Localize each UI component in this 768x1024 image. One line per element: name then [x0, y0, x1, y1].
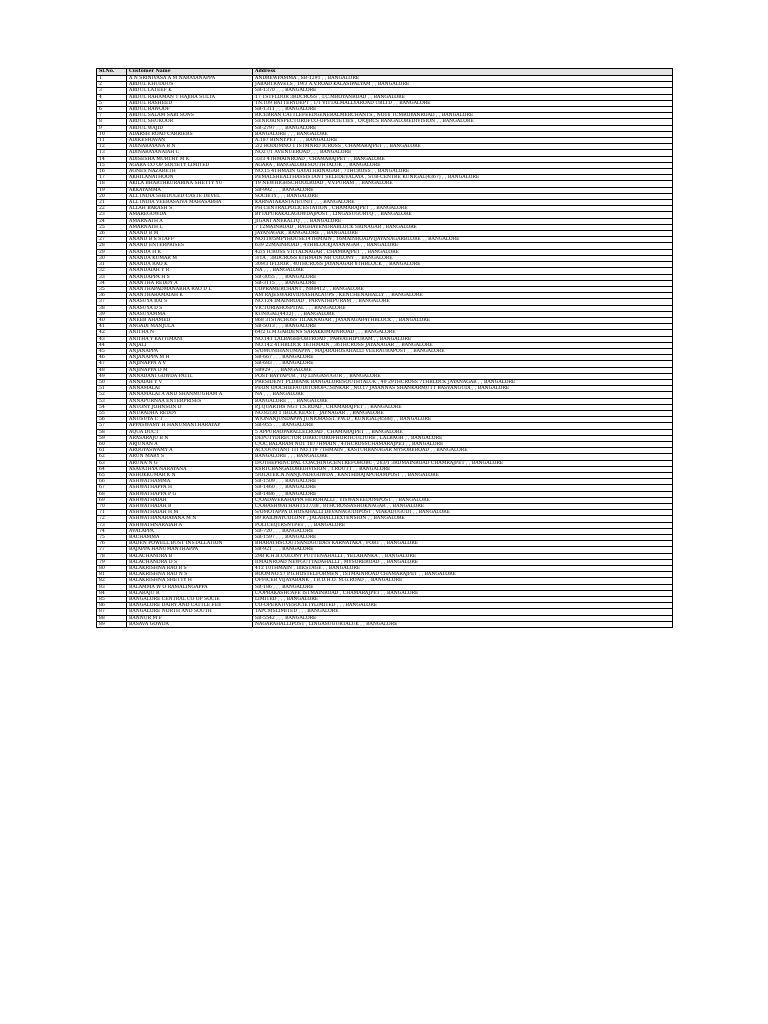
row-customer-name: ADISESHA MURTHY M K: [127, 156, 253, 162]
row-customer-name: AGARA CO OP SOCIETY LIMITED: [127, 162, 253, 168]
row-customer-name: BALAKRISHNA RAO N S: [127, 572, 253, 578]
row-customer-name: ANJALI: [127, 342, 253, 348]
row-customer-name: ARASARAJU B N: [127, 435, 253, 441]
row-address: SB-2797 , , , BANGALORE: [253, 125, 673, 131]
row-customer-name: AVALAPPA: [127, 528, 253, 534]
row-customer-name: BAJAPPA HANUMANTHAPPA: [127, 547, 253, 553]
row-customer-name: ABDUL WAJID: [127, 125, 253, 131]
row-customer-name: ANITHA Y KATTIMANI: [127, 336, 253, 342]
row-address: 2/2 RODDMNO 1 ISTMNRD ICROSS , CHAMARAJPET , , BANGALORE: [253, 144, 673, 150]
row-address: NO119/5MPYHOUSE14THMAIN , 16MAINROADVIJAYANAGARBLORE , , BANGALORE: [253, 237, 673, 243]
row-sl-no: 83: [97, 584, 127, 590]
row-customer-name: ABDUL RAWOOF: [127, 107, 253, 113]
row-address: NO.15 4THMAIN GAYATHRINAGAR , 7THCROSS , , BANGALORE: [253, 169, 673, 175]
row-address: SB-1486 , , , BANGALORE: [253, 491, 673, 497]
row-sl-no: 14: [97, 156, 127, 162]
header-address: Address: [253, 69, 673, 76]
row-sl-no: 5: [97, 100, 127, 106]
row-sl-no: 6: [97, 107, 127, 113]
row-address: SB-683 , , , BANGALORE: [253, 361, 673, 367]
row-address: DEPUTYDIRECTOR DIRECTOROFHORTICULTURE , LALBAGH , , BANGALORE: [253, 435, 673, 441]
row-address: KSRTCBANGALOREDIVISION , T.ROUTT , , BANGALORE: [253, 466, 673, 472]
row-customer-name: ANJINAPPA D M: [127, 367, 253, 373]
row-address: PEON O/OCHIEFAUDITOROFC.SINKAR , NO.17 JAYANNAS SHANKARMUTT BASVANGUDI , , BANGALORE: [253, 386, 673, 392]
row-sl-no: 15: [97, 162, 127, 168]
row-customer-name: ANJINAPPA A V: [127, 361, 253, 367]
row-customer-name: ASHWATHANARAYANA M N: [127, 516, 253, 522]
row-address: BHARATHSCOUTSANDGUIDES KARNATAKA , FORT , , BANGALORE: [253, 541, 673, 547]
row-customer-name: BALARAJU R: [127, 590, 253, 596]
row-sl-no: 35: [97, 286, 127, 292]
row-sl-no: 63: [97, 460, 127, 466]
row-address: PRESIDENT PLDBANK BANGALORESOUTHTALUK , 40 29THCROSS 7THBLOCK JAYANAGAR , , BANGALORE: [253, 379, 673, 385]
row-address: C/OPRAKASHCAFE ISTMAINROAD , CHAMARAJPET , , BANGALORE: [253, 590, 673, 596]
row-address: RICEBRAN CATTLEFEEDGENERALMERCHANTS , NO16 TCMROYANROAD , , BANGALORE: [253, 113, 673, 119]
row-customer-name: AMARNATH A: [127, 218, 253, 224]
row-sl-no: 32: [97, 268, 127, 274]
row-customer-name: ANAND B S STAFF: [127, 237, 253, 243]
row-customer-name: ANNAPURNAA ENTERPRISES: [127, 398, 253, 404]
row-address: AM RAJESWARIVIDYASHALAUPS , KENCHENAHALLY , , BANGALORE: [253, 293, 673, 299]
row-sl-no: 67: [97, 485, 127, 491]
row-address: AGARA , BANGALORESOUTHTALUK , , BANGALORE: [253, 162, 673, 168]
row-address: POLICEQTRSNTPET , , , BANGALORE: [253, 522, 673, 528]
row-address: SB929 , , , BANGALORE: [253, 367, 673, 373]
row-customer-name: BALAKRISHNA RAO B S: [127, 566, 253, 572]
row-sl-no: 38: [97, 305, 127, 311]
row-customer-name: ASHWATHAIAH: [127, 497, 253, 503]
row-sl-no: 82: [97, 578, 127, 584]
row-address: 64/2 G.M.GARDENS SARAKKIMAINROAD , , , BANGALORE: [253, 330, 673, 336]
row-sl-no: 88: [97, 615, 127, 621]
row-sl-no: 3: [97, 88, 127, 94]
row-sl-no: 28: [97, 243, 127, 249]
row-sl-no: 13: [97, 150, 127, 156]
row-customer-name: BASAVA GOWDA: [127, 621, 253, 627]
row-address: 412 10THMAIN , IIIKSTAGE , , BANGALORE: [253, 566, 673, 572]
row-sl-no: 31: [97, 262, 127, 268]
row-customer-name: ANANDAPPA H S: [127, 274, 253, 280]
row-sl-no: 22: [97, 206, 127, 212]
row-sl-no: 36: [97, 293, 127, 299]
row-customer-name: ANANTHAPADMANABHA RAO D L: [127, 286, 253, 292]
document-page: [96, 68, 672, 628]
row-customer-name: ANITHA N: [127, 330, 253, 336]
row-sl-no: 24: [97, 218, 127, 224]
row-customer-name: AQUA DUCT: [127, 429, 253, 435]
row-address: OFFICER VIJAYABANK , I.B.D.H.O. M.G.ROAD , , BANGALORE: [253, 578, 673, 584]
row-customer-name: ADINARAYANAIAH C: [127, 150, 253, 156]
row-customer-name: ANANTHARAMAIAH K: [127, 293, 253, 299]
row-customer-name: BANGALORE NORTH AND SOUTH: [127, 609, 253, 615]
row-customer-name: AKHILANATHOON: [127, 175, 253, 181]
table-row: [97, 621, 673, 627]
row-address: SB-667 , , , BANGALORE: [253, 355, 673, 361]
row-address: SB-3115 , , , BANGALORE: [253, 280, 673, 286]
row-sl-no: 11: [97, 138, 127, 144]
row-address: JIGANI ANEKALTQ , , , BANGALORE: [253, 218, 673, 224]
row-sl-no: 89: [97, 621, 127, 627]
row-address: NA , , , BANGALORE: [253, 268, 673, 274]
row-address: P.J.QUARTRS NGT T.S.ROAD , CHAMARAJPET , , BANGALORE: [253, 404, 673, 410]
row-customer-name: ADINARAYANA B N: [127, 144, 253, 150]
row-customer-name: ASHWATHNARAIAH A: [127, 522, 253, 528]
row-customer-name: A N SRINIVASA A M NARAYANAPPA: [127, 76, 253, 82]
row-address: PEMALSHEALTHASSISTANT SELEDEVALAYA , SUB-CENTRE KUNIGAL(4367) , , BANGALORE: [253, 175, 673, 181]
row-customer-name: ANNAMALAI: [127, 386, 253, 392]
row-address: BYTAPURAKALAGOWDAJPOST , LINGASUGURTQ , , BANGALORE: [253, 212, 673, 218]
row-sl-no: 10: [97, 131, 127, 137]
row-customer-name: ABDUL LATEEF K: [127, 88, 253, 94]
row-sl-no: 41: [97, 324, 127, 330]
row-customer-name: ABDUL RASHEED: [127, 100, 253, 106]
row-address: SENIORINSPECTOROFCO-OPSOCIETIES , O/OJRCS BANGALOREDIVISION , , BANGALORE: [253, 119, 673, 125]
row-sl-no: 23: [97, 212, 127, 218]
row-address: 7 12MAINROAD , RAGHAVENDRABLOCK SRINAGAR , BANGALORE: [253, 224, 673, 230]
row-customer-name: AMAREGOWDA: [127, 212, 253, 218]
row-sl-no: 54: [97, 404, 127, 410]
row-customer-name: BANGALORE CENTRAL CO OP SOCIE: [127, 597, 253, 603]
row-sl-no: 65: [97, 473, 127, 479]
row-sl-no: 58: [97, 429, 127, 435]
row-customer-name: ANEEB AHAMED: [127, 317, 253, 323]
row-sl-no: 59: [97, 435, 127, 441]
row-customer-name: ASHOKKUMAR K N: [127, 473, 253, 479]
row-customer-name: ANANDA H K: [127, 249, 253, 255]
row-sl-no: 66: [97, 479, 127, 485]
row-customer-name: ADARSH ROAD CARRIERS: [127, 131, 253, 137]
row-address: NO.124 IMAINROAD , PARVATHIPURAM , , BANGALORE: [253, 299, 673, 305]
row-address: VICTORIAHOSPITAL , , , BANGALORE: [253, 305, 673, 311]
row-address: C/OADAVEKAHAPPA HEROHALLI , VISWANEEDOMPOST , , BANGALORE: [253, 497, 673, 503]
row-customer-name: BALAMMA W O RAMALINGAPPA: [127, 584, 253, 590]
row-sl-no: 73: [97, 522, 127, 528]
row-customer-name: ANNAIAH Y V: [127, 379, 253, 385]
row-address: CO-OPERATIVESOCIETYLIMITED , , , BANGALORE: [253, 603, 673, 609]
row-sl-no: 74: [97, 528, 127, 534]
row-sl-no: 51: [97, 386, 127, 392]
row-sl-no: 8: [97, 119, 127, 125]
row-address: LIMITED , , , BANGALORE: [253, 597, 673, 603]
row-customer-name: BALACHANDRA D S: [127, 559, 253, 565]
row-address: C/OBASHWATHAH1537/38 , 8THCROSSASHOKNAGAR , , BANGALORE: [253, 504, 673, 510]
row-customer-name: ASAVATHYA NARAYANA: [127, 466, 253, 472]
row-sl-no: 48: [97, 367, 127, 373]
row-customer-name: BALAKRISHNA SHETTY H: [127, 578, 253, 584]
row-address: 639 22MAINROAD , 4THBLOCKJAYANAGAR , , BANGALORE: [253, 243, 673, 249]
header-sl-no: Sl.No.: [97, 69, 127, 76]
row-customer-name: ALL INDIA VEERASAIVA MAHASABHA: [127, 200, 253, 206]
row-customer-name: ANGADI MANJULA: [127, 324, 253, 330]
row-customer-name: ASHWATHAIAH H M: [127, 510, 253, 516]
row-customer-name: ANJANAPPA: [127, 348, 253, 354]
row-sl-no: 44: [97, 342, 127, 348]
row-sl-no: 76: [97, 541, 127, 547]
row-sl-no: 45: [97, 348, 127, 354]
row-customer-name: ANTONY JOHNSON D: [127, 404, 253, 410]
row-sl-no: 26: [97, 231, 127, 237]
row-sl-no: 25: [97, 224, 127, 230]
row-address: NO.82/30 1 IBLOCKEAST , JAYNAGAR , , BANGALORE: [253, 410, 673, 416]
row-customer-name: ASHWATHAPPA H: [127, 485, 253, 491]
row-address: SB-1597 , , , BANGALORE: [253, 535, 673, 541]
row-customer-name: ABDUL SALAM SABI SONS: [127, 113, 253, 119]
row-sl-no: 17: [97, 175, 127, 181]
row-address: SB-955 , , , BANGALORE: [253, 423, 673, 429]
row-address: SB-720 , , , BANGALORE: [253, 528, 673, 534]
row-customer-name: ANANDA RAO K: [127, 262, 253, 268]
row-sl-no: 12: [97, 144, 127, 150]
row-address: PH CENTRALPOLICESTATION , CHAMARAJPET , , BANGALORE: [253, 206, 673, 212]
row-address: 5/OLATEK.N.NANJUNDEGOWDA , KANTHIRAJAPURAMPOST , , BANGALORE: [253, 473, 673, 479]
row-address: D/OTHEPRINCIPAL COACHINGCENTREFOROBC , 263/1 3RDMAINROAD CHAMRAJPET , , BANGALORE: [253, 460, 673, 466]
row-sl-no: 86: [97, 603, 127, 609]
row-sl-no: 34: [97, 280, 127, 286]
row-sl-no: 52: [97, 392, 127, 398]
row-sl-no: 16: [97, 169, 127, 175]
row-sl-no: 33: [97, 274, 127, 280]
row-sl-no: 87: [97, 609, 127, 615]
row-sl-no: 20: [97, 193, 127, 199]
row-address: 33/3 4THMAINROAD , CHAMARAJPET , , BANGALORE: [253, 156, 673, 162]
row-address: S/OMUNIHANUMAPPA , MAJARAHOSAHALLI VEERAURAPOST , , BANGALORE: [253, 348, 673, 354]
row-sl-no: 42: [97, 330, 127, 336]
row-customer-name: AMARNATH L: [127, 224, 253, 230]
row-sl-no: 55: [97, 410, 127, 416]
header-row: [97, 69, 673, 76]
row-sl-no: 57: [97, 423, 127, 429]
row-address: IIMAINROAD NEWGUTTADAHALLI , MYSOREROAD , , BANGALORE: [253, 559, 673, 565]
row-sl-no: 37: [97, 299, 127, 305]
row-customer-name: BANGALORE DAIRY AND CATTLE FEE: [127, 603, 253, 609]
row-customer-name: ANANTHA REDDY A: [127, 280, 253, 286]
row-address: 42/5 ICROSS VITTALNAGAR , CHAMRAJPET , , BANGALORE: [253, 249, 673, 255]
row-address: 5 APPURAOPARALLELROAD , CHAMARAJPET , , BANGALORE: [253, 429, 673, 435]
row-customer-name: ANASUYA D S: [127, 305, 253, 311]
row-sl-no: 60: [97, 441, 127, 447]
row-sl-no: 18: [97, 181, 127, 187]
row-address: S/OMOTAPPA D.HOSAHALLI DEVANAGUDIPOST , VIAKADUGUDI , , BANGALORE: [253, 510, 673, 516]
row-address: TN.109 BATTERYDEPT , 1/1 VITTALMALLYAROAD UBLTD , , BANGALORE: [253, 100, 673, 106]
row-sl-no: 80: [97, 566, 127, 572]
row-sl-no: 79: [97, 559, 127, 565]
row-sl-no: 4: [97, 94, 127, 100]
row-customer-name: ADIKESHAVAN: [127, 138, 253, 144]
row-address: SB-1311 , , , BANGALORE: [253, 107, 673, 113]
row-sl-no: 68: [97, 491, 127, 497]
row-address: 29B K.H.B.COLONY PUTTENAHALLI , YELAHANKA , , BANGALORE: [253, 553, 673, 559]
row-customer-name: ARUNA N G: [127, 460, 253, 466]
row-customer-name: ANASUYA BAI S: [127, 299, 253, 305]
row-customer-name: ALL INDIA SHEDULED CASTE DEVEL: [127, 193, 253, 199]
row-sl-no: 53: [97, 398, 127, 404]
row-sl-no: 75: [97, 535, 127, 541]
row-customer-name: BALACHANDRA B: [127, 553, 253, 559]
row-customer-name: BADEN POWELL BUST INSTALLATION: [127, 541, 253, 547]
row-sl-no: 78: [97, 553, 127, 559]
row-sl-no: 1: [97, 76, 127, 82]
row-customer-name: ASHWATHAPPA P G: [127, 491, 253, 497]
row-sl-no: 84: [97, 590, 127, 596]
row-customer-name: ANNAMALAI A AND SHANMUGHAM A: [127, 392, 253, 398]
row-address: BANGALORE , , , BANGALORE: [253, 131, 673, 137]
row-customer-name: ARUN MARY S: [127, 454, 253, 460]
row-customer-name: ANANDAIAH Y R: [127, 268, 253, 274]
customer-table: [96, 68, 673, 628]
row-address: A.187 BINNYPET , , , BANGALORE: [253, 138, 673, 144]
row-address: SB-5013 , , , BANGALORE: [253, 324, 673, 330]
row-sl-no: 69: [97, 497, 127, 503]
row-address: SB-1509 , , , BANGALORE: [253, 479, 673, 485]
row-sl-no: 21: [97, 200, 127, 206]
row-address: NA , , , BANGALORE: [253, 392, 673, 398]
row-address: TAPCMSLIMITED , , , BANGALORE: [253, 609, 673, 615]
row-address: W/ONANJUNDAPPA JUNIORASST. P.W.D , KUNIGAL(4588) , , BANGALORE: [253, 417, 673, 423]
row-customer-name: ANUSUYA C T: [127, 417, 253, 423]
row-sl-no: 46: [97, 355, 127, 361]
row-customer-name: BANNUR M F: [127, 615, 253, 621]
row-customer-name: APPASWAMY H HANUMANTHARAYAP: [127, 423, 253, 429]
row-customer-name: ABDUL KHUDDUS: [127, 82, 253, 88]
row-sl-no: 81: [97, 572, 127, 578]
row-sl-no: 19: [97, 187, 127, 193]
row-customer-name: AKKAYAMMA: [127, 187, 253, 193]
row-address: NO27/1 AVENUEROAD , , , BANGALORE: [253, 150, 673, 156]
row-customer-name: ANJANAPPA M H: [127, 355, 253, 361]
row-customer-name: ANNADANI GOWDA PATIL: [127, 373, 253, 379]
row-customer-name: ABDUL RAHAMAN T HAJIRA SULTA: [127, 94, 253, 100]
row-customer-name: ASHWATHAIAH B: [127, 504, 253, 510]
row-customer-name: ANANDA KUMAR M: [127, 255, 253, 261]
row-customer-name: ASHWATHAMMA: [127, 479, 253, 485]
row-customer-name: ANURADHA REDDY: [127, 410, 253, 416]
row-sl-no: 77: [97, 547, 127, 553]
row-sl-no: 9: [97, 125, 127, 131]
row-address: SB-5542 , , , BANGALORE: [253, 615, 673, 621]
row-sl-no: 50: [97, 379, 127, 385]
row-sl-no: 85: [97, 597, 127, 603]
row-sl-no: 64: [97, 466, 127, 472]
row-address: POST BAYYAPUR , TQ LINGASUGUR , , BANGALORE: [253, 373, 673, 379]
row-sl-no: 2: [97, 82, 127, 88]
row-address: SB-186 , , , BANGALORE: [253, 584, 673, 590]
row-customer-name: ARJUNAN A: [127, 441, 253, 447]
row-address: 309/3 IFLOOR , 40THCROSS JAYANAGAR 8THBLOCK , , BANGALORE: [253, 262, 673, 268]
row-address: NO.142 4THBLOCK 16THMAIN , 36THCROSS JAYANAGAR , , BANGALORE: [253, 342, 673, 348]
row-customer-name: ALLAH BAKASH S: [127, 206, 253, 212]
row-customer-name: AGNES NAZARETH: [127, 169, 253, 175]
row-customer-name: AROGYASWAMY A: [127, 448, 253, 454]
row-address: KARNATAKASTATEUNIT , , , BANGALORE: [253, 200, 673, 206]
row-customer-name: BACHAMMA: [127, 535, 253, 541]
row-address: SB-921 , , , BANGALORE: [253, 547, 673, 553]
row-address: JABARTRAVELS , 19/3 A.V.ROAD KALASIPALYAM , , BANGALORE: [253, 82, 673, 88]
row-address: NAGARAHALLIPOST , LINGASUGURTALUK , , BANGALORE: [253, 621, 673, 627]
row-address: JAYANAGAR , BANGALORE , , BANGALORE: [253, 231, 673, 237]
row-sl-no: 30: [97, 255, 127, 261]
row-address: ROOMNO.57 P.G.HOSTELFORMEN , ISTMAINROAD CHAMARAJPET , , BANGALORE: [253, 572, 673, 578]
row-sl-no: 70: [97, 504, 127, 510]
row-address: SB-1370 , , , BANGALORE: [253, 88, 673, 94]
row-address: COPRAMERCHANT , NR0412 , , BANGALORE: [253, 286, 673, 292]
row-sl-no: 47: [97, 361, 127, 367]
row-address: 3/1A , 3RDCROSS 6THMAIN NR COLONY , , BANGALORE: [253, 255, 673, 261]
row-address: SB-992 , , , BANGALORE: [253, 187, 673, 193]
row-address: C/OC.BALARAM NO1 1877HMAIN , 4THCROSSCHAMARAJPET , , BANGALORE: [253, 441, 673, 447]
row-sl-no: 43: [97, 336, 127, 342]
row-address: 19 NEWHIGHSCHOOLROAD , V.V.PURAM , , BANGALORE: [253, 181, 673, 187]
row-address: 17 1STFLOOR 3RDCROSS , T.C.MROYANROAD , , BANGALORE: [253, 94, 673, 100]
row-address: ACCOUNTANT ITI NO.119 7THMAIN , KASTURBANAGAR MYSOREROAD , , BANGALORE: [253, 448, 673, 454]
row-customer-name: ANAND B M: [127, 231, 253, 237]
row-customer-name: ANAND ENTERPRISES: [127, 243, 253, 249]
header-customer-name: Customer Name: [127, 69, 253, 76]
row-sl-no: 27: [97, 237, 127, 243]
row-address: SOCIETY , , , BANGALORE: [253, 193, 673, 199]
row-sl-no: 39: [97, 311, 127, 317]
row-customer-name: AKILA BHARTHKURABINA SHETTY YU: [127, 181, 253, 187]
row-address: SB-3055 , , , BANGALORE: [253, 274, 673, 280]
row-customer-name: ANASUYAMMA: [127, 311, 253, 317]
row-address: NO.141 LALBAGHFORTROAD , PARVATHIPURAM , , BANGALORE: [253, 336, 673, 342]
row-sl-no: 29: [97, 249, 127, 255]
row-address: BANGALORE , , , BANGALORE: [253, 454, 673, 460]
row-address: KUNIGAL(4432) , , , BANGALORE: [253, 311, 673, 317]
row-sl-no: 61: [97, 448, 127, 454]
row-sl-no: 62: [97, 454, 127, 460]
row-address: ANDREWPAMMA , SB-1291 , , BANGALORE: [253, 76, 673, 82]
row-sl-no: 72: [97, 516, 127, 522]
row-sl-no: 71: [97, 510, 127, 516]
row-sl-no: 49: [97, 373, 127, 379]
row-address: BANGALORE , , , BANGALORE: [253, 398, 673, 404]
row-customer-name: ABDUL SHUKOOR: [127, 119, 253, 125]
row-address: 868 31STACROSS TILAKNAGAR , JAYANAGAR4THBLOCK , , BANGALORE: [253, 317, 673, 323]
row-address: 89 RAILWAYCOLONY , JALAHALLIEXTENSION , , BANGALORE: [253, 516, 673, 522]
row-sl-no: 56: [97, 417, 127, 423]
row-sl-no: 7: [97, 113, 127, 119]
row-address: SB-1460 , , , BANGALORE: [253, 485, 673, 491]
row-sl-no: 40: [97, 317, 127, 323]
